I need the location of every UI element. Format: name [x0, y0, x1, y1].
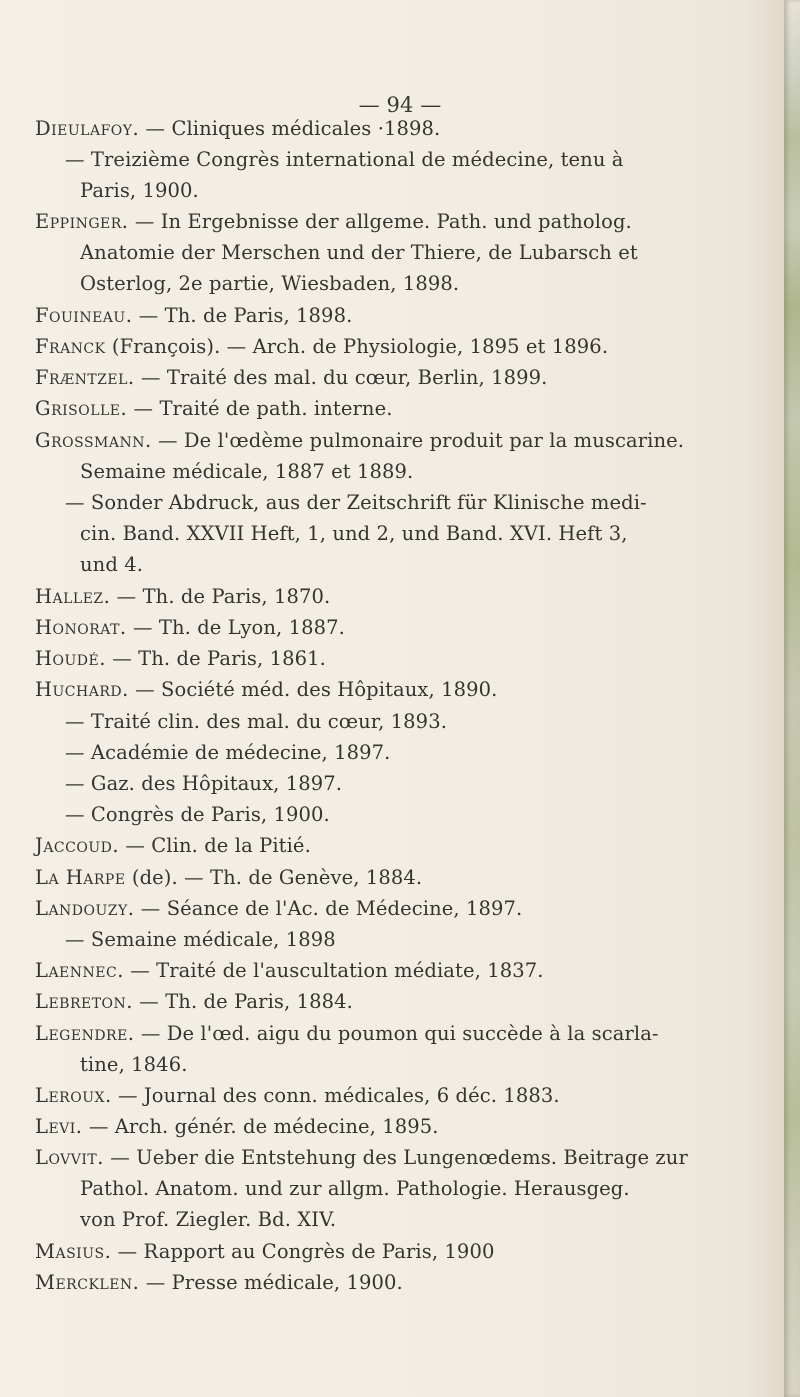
- entry-author: Fræntzel.: [35, 366, 135, 389]
- entry-text: — Cliniques médicales ·1898.: [145, 117, 441, 140]
- entry-text: cin. Band. XXVII Heft, 1, und 2, und Band. XVI. Heft 3,: [80, 522, 628, 546]
- entry-author: Grossmann.: [35, 429, 152, 452]
- entry-text: Osterlog, 2e partie, Wiesbaden, 1898.: [80, 272, 460, 296]
- entry-text: Paris, 1900.: [80, 179, 199, 203]
- bibliography-entry: [35, 1142, 795, 1236]
- entry-text: — Traité de path. interne.: [133, 397, 393, 420]
- entry-text: — Th. de Paris, 1870.: [116, 585, 331, 608]
- bibliography-entry: [35, 362, 795, 393]
- entry-author: Eppinger.: [35, 210, 129, 233]
- entry-text: — Th. de Lyon, 1887.: [132, 616, 345, 639]
- entry-author: Lovvit.: [35, 1146, 104, 1169]
- entry-author: Huchard.: [35, 678, 129, 701]
- entry-text: — Sonder Abdruck, aus der Zeitschrift für Klinische medi-: [65, 491, 647, 514]
- entry-author: Legendre.: [35, 1022, 135, 1045]
- entry-author: Levi.: [35, 1115, 83, 1138]
- entry-author: Laennec.: [35, 959, 124, 982]
- bibliography-entry: [35, 1236, 795, 1267]
- bibliography-entry: [35, 113, 795, 144]
- entry-author: Dieulafoy.: [35, 117, 140, 140]
- entry-author: Jaccoud.: [35, 834, 120, 857]
- entry-author: Lebreton.: [35, 990, 133, 1013]
- entry-text: — Traité clin. des mal. du cœur, 1893.: [65, 710, 447, 733]
- entry-text: — Gaz. des Hôpitaux, 1897.: [65, 772, 343, 795]
- entry-author: Franck: [35, 335, 106, 358]
- bibliography-entry: [35, 830, 795, 861]
- bibliography-entry: [35, 955, 795, 986]
- entry-text: — Treizième Congrès international de médecine, tenu à: [65, 148, 624, 171]
- entry-author: Leroux.: [35, 1084, 112, 1107]
- entry-text: — De l'œd. aigu du poumon qui succède à la scarla-: [140, 1022, 659, 1045]
- entry-text: — Arch. génér. de médecine, 1895.: [88, 1115, 439, 1138]
- entry-text: tine, 1846.: [80, 1053, 188, 1077]
- entry-text: — Clin. de la Pitié.: [125, 834, 311, 857]
- entry-text: (François). — Arch. de Physiologie, 1895 et 1896.: [111, 335, 609, 358]
- bibliography-entry: [35, 206, 795, 300]
- bibliography-entry: [35, 1080, 795, 1111]
- entry-author: Honorat.: [35, 616, 127, 639]
- entry-text: und 4.: [80, 553, 144, 577]
- entry-text: von Prof. Ziegler. Bd. XIV.: [80, 1208, 337, 1232]
- bibliography-entry: [35, 643, 795, 674]
- bibliography-entry: [35, 706, 800, 737]
- entry-text: — Ueber die Entstehung des Lungenœdems. Beitrage zur: [110, 1146, 688, 1169]
- entry-text: — Semaine médicale, 1898: [65, 928, 336, 951]
- bibliography-entry: [35, 986, 795, 1017]
- entry-text: — Journal des conn. médicales, 6 déc. 1883.: [117, 1084, 560, 1107]
- bibliography-entry: [35, 768, 800, 799]
- bibliography-entry: [35, 487, 800, 581]
- entry-text: — In Ergebnisse der allgeme. Path. und patholog.: [134, 210, 632, 233]
- entry-text: — Rapport au Congrès de Paris, 1900: [117, 1240, 495, 1263]
- bibliography-entry: [35, 1111, 795, 1142]
- entry-text: Semaine médicale, 1887 et 1889.: [80, 460, 414, 484]
- entry-text: — Th. de Paris, 1884.: [139, 990, 353, 1013]
- bibliography-entry: [35, 893, 795, 924]
- bibliography-entry: [35, 674, 795, 705]
- bibliography-entry: [35, 300, 795, 331]
- bibliography-entry: [35, 425, 795, 487]
- bibliography-entry: [35, 1267, 795, 1298]
- entry-author: Houdé.: [35, 647, 106, 670]
- entry-text: — Traité de l'auscultation médiate, 1837.: [130, 959, 544, 982]
- bibliography-entry: [35, 581, 795, 612]
- entry-text: — Séance de l'Ac. de Médecine, 1897.: [140, 897, 523, 920]
- entry-text: — Th. de Paris, 1861.: [112, 647, 326, 670]
- entry-text: — Traité des mal. du cœur, Berlin, 1899.: [140, 366, 548, 389]
- bibliography-entry: [35, 393, 795, 424]
- bibliography-entry: [35, 1018, 795, 1080]
- entry-text: — De l'œdème pulmonaire produit par la muscarine.: [158, 429, 685, 452]
- entry-author: Landouzy.: [35, 897, 135, 920]
- entry-author: Fouineau.: [35, 304, 133, 327]
- entry-text: — Congrès de Paris, 1900.: [65, 803, 330, 826]
- bibliography-entry: [35, 799, 800, 830]
- entry-author: La Harpe: [35, 866, 126, 889]
- bibliography-entry: [35, 924, 800, 955]
- bibliography-entry: [35, 144, 800, 206]
- entry-text: (de). — Th. de Genève, 1884.: [131, 866, 423, 889]
- bibliography-entry: [35, 862, 795, 893]
- entry-text: Pathol. Anatom. und zur allgm. Pathologie. Herausgeg.: [80, 1177, 630, 1201]
- entry-text: — Th. de Paris, 1898.: [138, 304, 353, 327]
- entry-text: — Presse médicale, 1900.: [145, 1271, 403, 1294]
- entry-text: Anatomie der Merschen und der Thiere, de Lubarsch et: [80, 241, 638, 265]
- bibliography-entry: [35, 612, 795, 643]
- entry-text: — Académie de médecine, 1897.: [65, 741, 391, 764]
- entry-author: Grisolle.: [35, 397, 128, 420]
- bibliography-entry: [35, 737, 800, 768]
- entry-author: Mercklen.: [35, 1271, 140, 1294]
- bibliography-entry: [35, 331, 795, 362]
- page-number: — 94 —: [358, 93, 442, 117]
- entry-author: Masius.: [35, 1240, 112, 1263]
- entry-author: Hallez.: [35, 585, 111, 608]
- entry-text: — Société méd. des Hôpitaux, 1890.: [135, 678, 498, 701]
